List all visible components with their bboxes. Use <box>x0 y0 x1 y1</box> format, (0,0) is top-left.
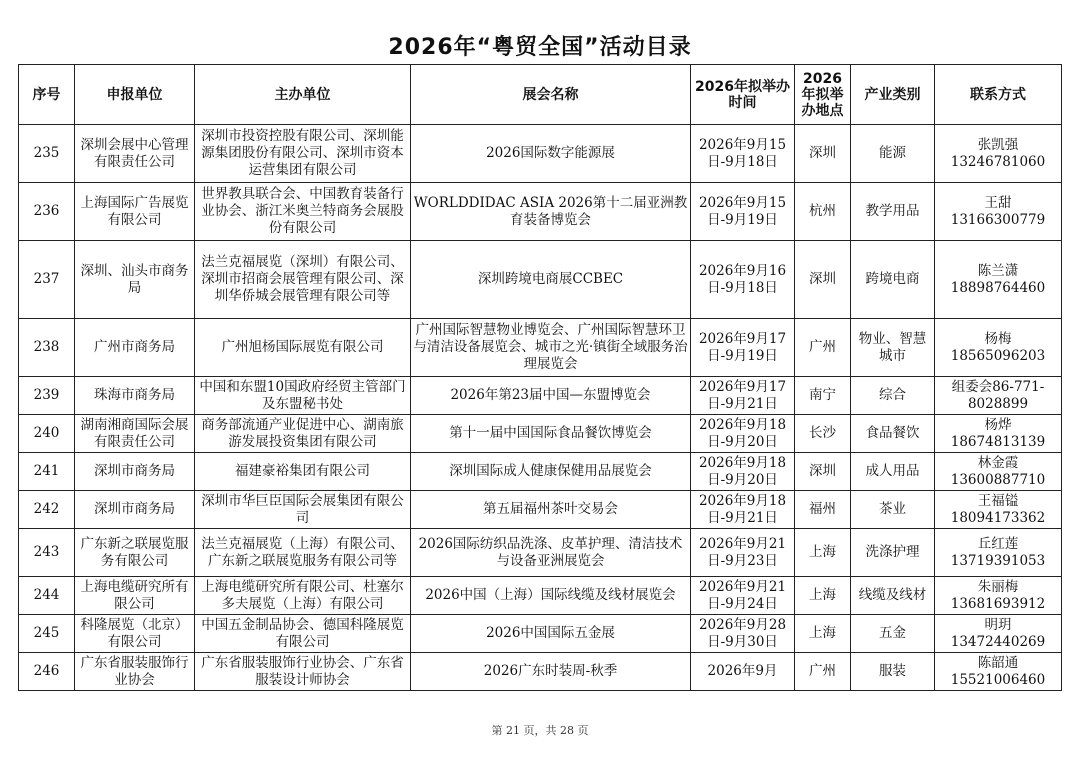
cell-industry-category: 综合 <box>851 377 935 415</box>
cell-applicant: 上海电缆研究所有限公司 <box>75 577 195 615</box>
cell-organizer: 上海电缆研究所有限公司、杜塞尔多夫展览（上海）有限公司 <box>195 577 411 615</box>
table-row <box>19 241 1062 319</box>
cell-planned-time: 2026年9月15日-9月18日 <box>691 125 795 183</box>
cell-exhibition-name: 2026广东时装周-秋季 <box>411 653 691 691</box>
cell-serial-number: 239 <box>19 377 75 415</box>
cell-exhibition-name: 第五届福州茶叶交易会 <box>411 491 691 529</box>
table-header-row <box>19 65 1062 125</box>
header-applicant: 申报单位 <box>75 65 195 125</box>
table-row <box>19 577 1062 615</box>
cell-industry-category: 物业、智慧城市 <box>851 319 935 377</box>
cell-contact: 明玥 13472440269 <box>935 615 1062 653</box>
cell-contact: 张凯强 13246781060 <box>935 125 1062 183</box>
cell-contact: 组委会86-771-8028899 <box>935 377 1062 415</box>
cell-serial-number: 240 <box>19 415 75 453</box>
cell-serial-number: 237 <box>19 241 75 319</box>
cell-planned-location: 上海 <box>795 577 851 615</box>
cell-organizer: 法兰克福展览（深圳）有限公司、深圳市招商会展管理有限公司、深圳华侨城会展管理有限公司等 <box>195 241 411 319</box>
header-contact: 联系方式 <box>935 65 1062 125</box>
cell-contact: 王甜 13166300779 <box>935 183 1062 241</box>
table-row <box>19 615 1062 653</box>
cell-planned-location: 上海 <box>795 529 851 577</box>
cell-serial-number: 241 <box>19 453 75 491</box>
header-planned-location: 2026年拟举办地点 <box>795 65 851 125</box>
cell-industry-category: 洗涤护理 <box>851 529 935 577</box>
header-industry-category: 产业类别 <box>851 65 935 125</box>
table-row <box>19 415 1062 453</box>
cell-serial-number: 245 <box>19 615 75 653</box>
table-row <box>19 183 1062 241</box>
cell-applicant: 湖南湘商国际会展有限责任公司 <box>75 415 195 453</box>
table-row <box>19 491 1062 529</box>
cell-industry-category: 跨境电商 <box>851 241 935 319</box>
cell-organizer: 广州旭杨国际展览有限公司 <box>195 319 411 377</box>
cell-industry-category: 五金 <box>851 615 935 653</box>
cell-industry-category: 能源 <box>851 125 935 183</box>
cell-serial-number: 246 <box>19 653 75 691</box>
cell-organizer: 深圳市投资控股有限公司、深圳能源集团股份有限公司、深圳市资本运营集团有限公司 <box>195 125 411 183</box>
cell-organizer: 中国和东盟10国政府经贸主管部门及东盟秘书处 <box>195 377 411 415</box>
cell-industry-category: 成人用品 <box>851 453 935 491</box>
cell-organizer: 法兰克福展览（上海）有限公司、广东新之联展览服务有限公司等 <box>195 529 411 577</box>
cell-planned-location: 福州 <box>795 491 851 529</box>
cell-planned-time: 2026年9月 <box>691 653 795 691</box>
cell-applicant: 深圳市商务局 <box>75 491 195 529</box>
cell-serial-number: 244 <box>19 577 75 615</box>
table-body <box>19 125 1062 691</box>
cell-exhibition-name: 深圳跨境电商展CCBEC <box>411 241 691 319</box>
cell-planned-time: 2026年9月17日-9月21日 <box>691 377 795 415</box>
table-row <box>19 125 1062 183</box>
table-row <box>19 653 1062 691</box>
cell-contact: 杨梅 18565096203 <box>935 319 1062 377</box>
cell-applicant: 上海国际广告展览有限公司 <box>75 183 195 241</box>
cell-contact: 朱丽梅 13681693912 <box>935 577 1062 615</box>
cell-planned-time: 2026年9月15日-9月19日 <box>691 183 795 241</box>
cell-contact: 林金霞 13600887710 <box>935 453 1062 491</box>
cell-exhibition-name: 深圳国际成人健康保健用品展览会 <box>411 453 691 491</box>
cell-exhibition-name: 2026国际数字能源展 <box>411 125 691 183</box>
cell-applicant: 广东省服装服饰行业协会 <box>75 653 195 691</box>
activity-catalog-table <box>18 64 1062 691</box>
cell-planned-location: 长沙 <box>795 415 851 453</box>
cell-planned-location: 杭州 <box>795 183 851 241</box>
cell-industry-category: 食品餐饮 <box>851 415 935 453</box>
cell-planned-time: 2026年9月21日-9月24日 <box>691 577 795 615</box>
cell-contact: 杨烨 18674813139 <box>935 415 1062 453</box>
cell-planned-location: 南宁 <box>795 377 851 415</box>
cell-applicant: 珠海市商务局 <box>75 377 195 415</box>
cell-serial-number: 235 <box>19 125 75 183</box>
cell-planned-time: 2026年9月18日-9月20日 <box>691 453 795 491</box>
cell-applicant: 科隆展览（北京）有限公司 <box>75 615 195 653</box>
cell-planned-location: 深圳 <box>795 241 851 319</box>
header-exhibition-name: 展会名称 <box>411 65 691 125</box>
cell-contact: 王福镒 18094173362 <box>935 491 1062 529</box>
cell-applicant: 广东新之联展览服务有限公司 <box>75 529 195 577</box>
cell-applicant: 深圳市商务局 <box>75 453 195 491</box>
cell-organizer: 中国五金制品协会、德国科隆展览有限公司 <box>195 615 411 653</box>
cell-organizer: 商务部流通产业促进中心、湖南旅游发展投资集团有限公司 <box>195 415 411 453</box>
cell-planned-time: 2026年9月17日-9月19日 <box>691 319 795 377</box>
cell-serial-number: 236 <box>19 183 75 241</box>
cell-contact: 陈兰潇 18898764460 <box>935 241 1062 319</box>
cell-serial-number: 242 <box>19 491 75 529</box>
cell-exhibition-name: 2026中国国际五金展 <box>411 615 691 653</box>
cell-planned-location: 深圳 <box>795 453 851 491</box>
page-footer: 第 21 页，共 28 页 <box>491 724 589 737</box>
table-row <box>19 377 1062 415</box>
cell-industry-category: 线缆及线材 <box>851 577 935 615</box>
table-row <box>19 453 1062 491</box>
cell-organizer: 福建豪裕集团有限公司 <box>195 453 411 491</box>
cell-applicant: 深圳、汕头市商务局 <box>75 241 195 319</box>
header-planned-time: 2026年拟举办时间 <box>691 65 795 125</box>
cell-planned-location: 广州 <box>795 653 851 691</box>
cell-serial-number: 243 <box>19 529 75 577</box>
cell-industry-category: 教学用品 <box>851 183 935 241</box>
cell-organizer: 广东省服装服饰行业协会、广东省服装设计师协会 <box>195 653 411 691</box>
cell-planned-location: 广州 <box>795 319 851 377</box>
cell-exhibition-name: WORLDDIDAC ASIA 2026第十二届亚洲教育装备博览会 <box>411 183 691 241</box>
cell-organizer: 世界教具联合会、中国教育装备行业协会、浙江米奥兰特商务会展股份有限公司 <box>195 183 411 241</box>
cell-exhibition-name: 广州国际智慧物业博览会、广州国际智慧环卫与清洁设备展览会、城市之光·镇街全域服务治理展览会 <box>411 319 691 377</box>
header-serial-number: 序号 <box>19 65 75 125</box>
cell-planned-location: 深圳 <box>795 125 851 183</box>
cell-serial-number: 238 <box>19 319 75 377</box>
cell-planned-location: 上海 <box>795 615 851 653</box>
header-organizer: 主办单位 <box>195 65 411 125</box>
table-row <box>19 319 1062 377</box>
cell-industry-category: 服装 <box>851 653 935 691</box>
cell-exhibition-name: 2026年第23届中国—东盟博览会 <box>411 377 691 415</box>
cell-planned-time: 2026年9月18日-9月20日 <box>691 415 795 453</box>
table-row <box>19 529 1062 577</box>
cell-exhibition-name: 2026国际纺织品洗涤、皮革护理、清洁技术与设备亚洲展览会 <box>411 529 691 577</box>
cell-applicant: 广州市商务局 <box>75 319 195 377</box>
cell-planned-time: 2026年9月28日-9月30日 <box>691 615 795 653</box>
cell-organizer: 深圳市华巨臣国际会展集团有限公司 <box>195 491 411 529</box>
cell-planned-time: 2026年9月21日-9月23日 <box>691 529 795 577</box>
cell-applicant: 深圳会展中心管理有限责任公司 <box>75 125 195 183</box>
cell-exhibition-name: 2026中国（上海）国际线缆及线材展览会 <box>411 577 691 615</box>
cell-contact: 丘红莲 13719391053 <box>935 529 1062 577</box>
cell-exhibition-name: 第十一届中国国际食品餐饮博览会 <box>411 415 691 453</box>
page-title: 2026年“粤贸全国”活动目录 <box>388 35 692 60</box>
cell-planned-time: 2026年9月18日-9月21日 <box>691 491 795 529</box>
cell-industry-category: 茶业 <box>851 491 935 529</box>
cell-contact: 陈韶通 15521006460 <box>935 653 1062 691</box>
cell-planned-time: 2026年9月16日-9月18日 <box>691 241 795 319</box>
